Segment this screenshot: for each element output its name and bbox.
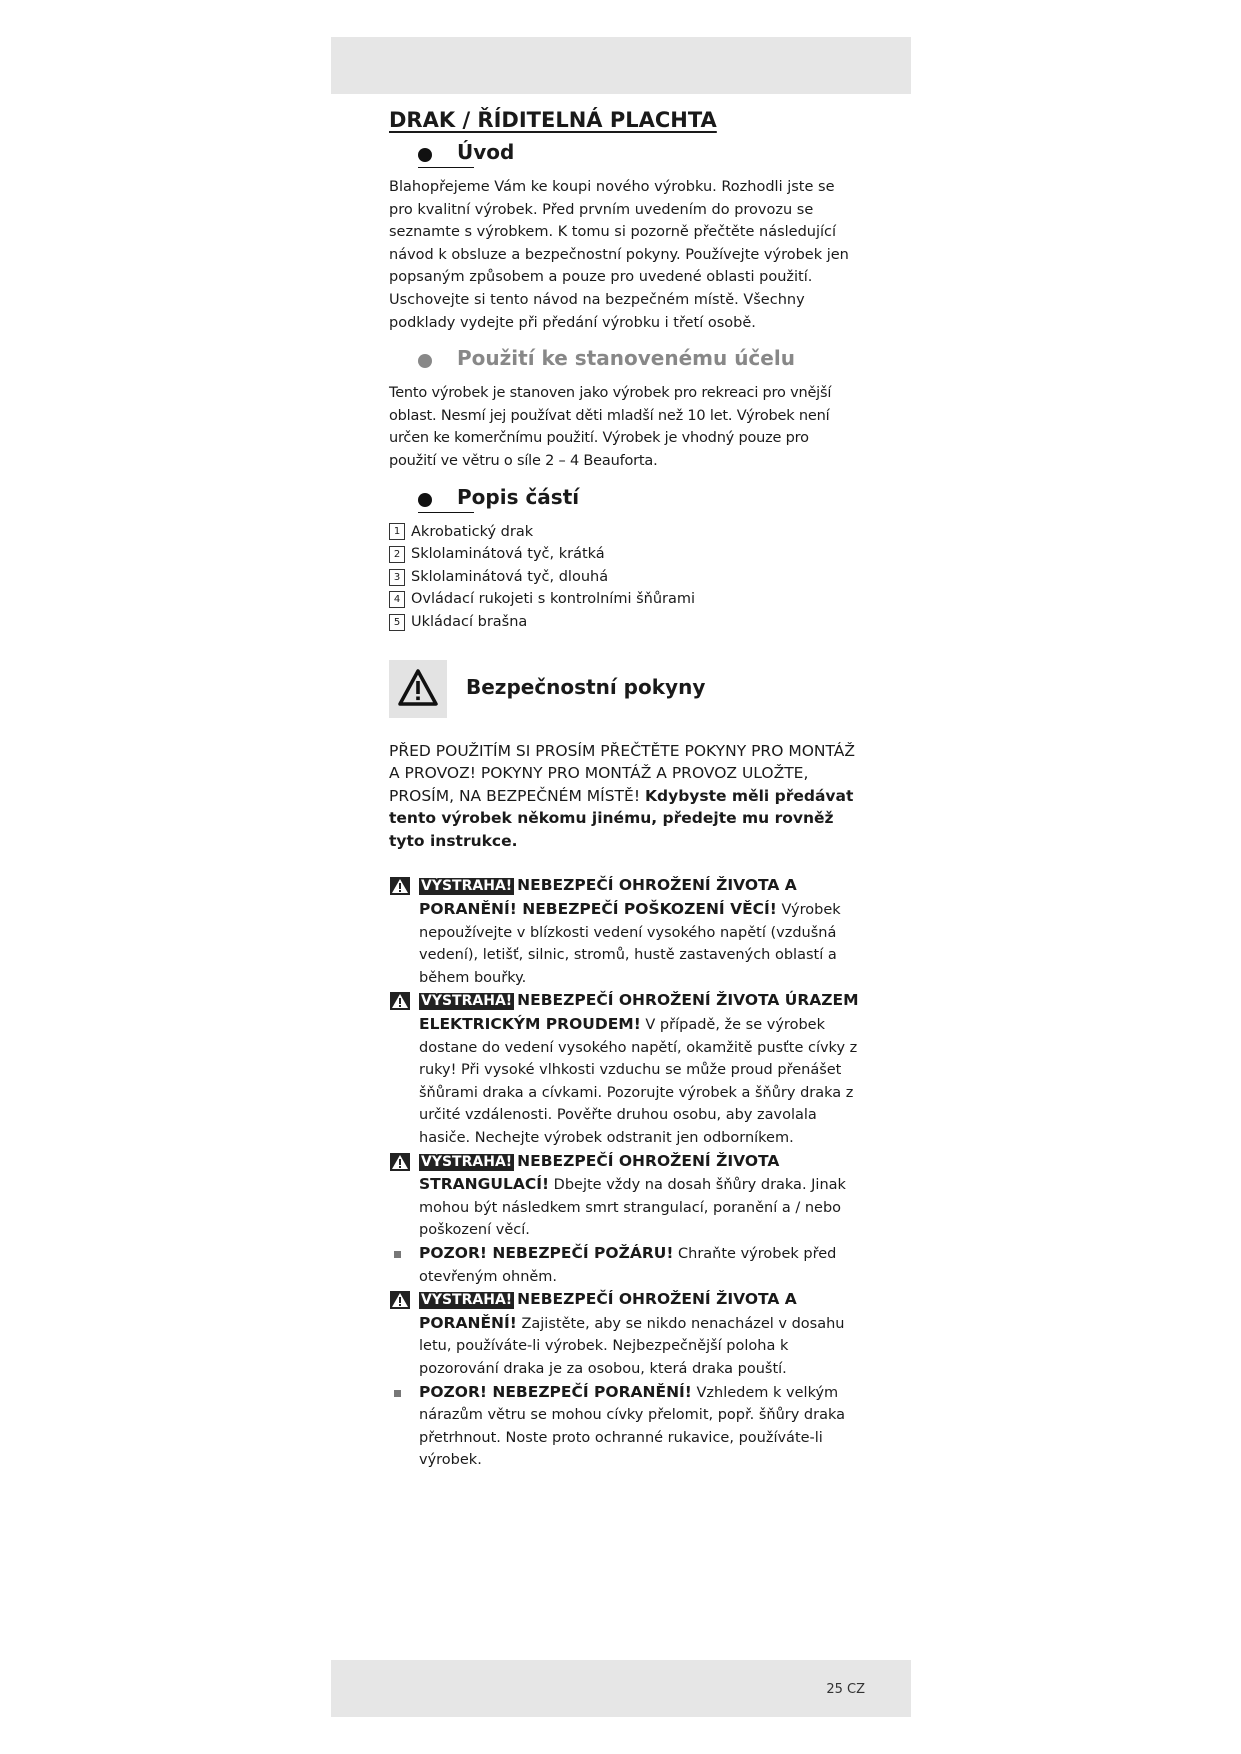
heading-underline — [418, 512, 474, 513]
list-item — [389, 989, 859, 1149]
section-heading-intended-use — [389, 344, 859, 378]
warning-text: Chraňte výrobek před otevřeným ohněm. — [419, 1245, 837, 1285]
safety-title: Bezpečnostní pokyny — [466, 674, 706, 699]
warning-bold: POZOR! NEBEZPEČÍ POŽÁRU! — [419, 1243, 674, 1262]
square-bullet-icon — [394, 1390, 401, 1397]
warning-list — [389, 874, 859, 1471]
list-item — [389, 543, 859, 566]
part-label: Sklolaminátová tyč, krátká — [411, 546, 605, 563]
list-item — [389, 566, 859, 589]
safety-bold-text: Kdybyste měli předávat tento výrobek někomu jinému, předejte mu rovněž tyto instrukce. — [389, 786, 854, 850]
warning-bold: NEBEZPEČÍ OHROŽENÍ ŽIVOTA ÚRAZEM ELEKTRICKÝM PROUDEM! — [419, 991, 859, 1034]
footer-band — [331, 1660, 911, 1717]
part-label: Akrobatický drak — [411, 523, 534, 540]
safety-heading — [389, 660, 859, 720]
page-number: 25 CZ — [826, 1682, 865, 1697]
warning-bold: NEBEZPEČÍ OHROŽENÍ ŽIVOTA A PORANĚNÍ! — [419, 1290, 797, 1332]
bullet-dot-icon — [418, 493, 432, 507]
list-item — [389, 1381, 859, 1472]
warning-text: Dbejte vždy na dosah šňůry draka. Jinak mohou být následkem smrt strangulací, poranění a / nebo poškození věcí. — [419, 1177, 846, 1239]
list-item — [389, 1150, 859, 1242]
warning-triangle-icon — [390, 1291, 410, 1309]
warning-badge: VÝSTRAHA! — [421, 878, 513, 895]
section-title-intro: Úvod — [457, 140, 515, 164]
bullet-dot-icon — [418, 354, 432, 368]
warning-triangle-icon — [389, 660, 447, 718]
part-label: Ovládací rukojeti s kontrolními šňůrami — [411, 591, 696, 608]
warning-text: Vzhledem k velkým nárazům větru se mohou cívky přelomit, popř. šňůry draka přetrhnout. Noste proto ochranné rukavice, používáte-li výrobek. — [419, 1384, 846, 1469]
part-number: 3 — [389, 569, 405, 586]
warning-bold: POZOR! NEBEZPEČÍ PORANĚNÍ! — [419, 1382, 692, 1401]
warning-triangle-icon — [390, 992, 410, 1010]
section-title-intended-use: Použití ke stanovenému účelu — [457, 346, 795, 371]
safety-caps-text: PŘED POUŽITÍM SI PROSÍM PŘEČTĚTE POKYNY PRO MONTÁŽ A PROVOZ! POKYNY PRO MONTÁŽ A PROVOZ ULOŽTE, PROSÍM, NA BEZPEČNÉM MÍSTĚ! — [389, 741, 855, 805]
list-item — [389, 588, 859, 611]
part-label: Sklolaminátová tyč, dlouhá — [411, 568, 609, 585]
list-item — [389, 1242, 859, 1288]
parts-list — [389, 521, 859, 634]
section-heading-parts — [389, 483, 859, 517]
list-item — [389, 521, 859, 544]
header-band — [331, 37, 911, 94]
list-item — [389, 1288, 859, 1380]
warning-text: Výrobek nepoužívejte v blízkosti vedení vysokého napětí (vzdušná vedení), letišť, silnic, stromů, hustě zastavených oblastí a během bouřky. — [419, 902, 841, 986]
warning-bold: NEBEZPEČÍ OHROŽENÍ ŽIVOTA A PORANĚNÍ! NEBEZPEČÍ POŠKOZENÍ VĚCÍ! — [419, 876, 797, 919]
section-heading-intro — [389, 138, 859, 172]
part-number: 1 — [389, 523, 405, 540]
part-number: 5 — [389, 614, 405, 631]
warning-text: Zajistěte, aby se nikdo nenacházel v dosahu letu, používáte-li výrobek. Nejbezpečnější poloha k pozorování draka je za osobou, která draka pouští. — [419, 1315, 845, 1377]
page-content — [389, 108, 859, 1472]
warning-triangle-icon — [390, 1153, 410, 1171]
warning-badge: VÝSTRAHA! — [421, 993, 513, 1010]
safety-intro-paragraph — [389, 740, 859, 853]
list-item — [389, 611, 859, 634]
heading-underline — [418, 167, 474, 168]
intro-paragraph: Blahopřejeme Vám ke koupi nového výrobku. Rozhodli jste se pro kvalitní výrobek. Před prvním uvedením do provozu se seznamte s výrobkem. K tomu si pozorně přečtěte následující návod k obsluze a bezpečnostní pokyny. Používejte výrobek jen popsaným způsobem a pouze pro uvedené oblasti použití. Uschovejte si tento návod na bezpečném místě. Všechny podklady vydejte při předání výrobku i třetí osobě. — [389, 179, 849, 331]
warning-badge: VÝSTRAHA! — [421, 1153, 513, 1170]
warning-triangle-icon — [390, 877, 410, 895]
bullet-dot-icon — [418, 148, 432, 162]
warning-bold: NEBEZPEČÍ OHROŽENÍ ŽIVOTA STRANGULACÍ! — [419, 1151, 780, 1194]
square-bullet-icon — [394, 1251, 401, 1258]
part-number: 4 — [389, 591, 405, 608]
page-title: DRAK / ŘÍDITELNÁ PLACHTA — [389, 108, 717, 132]
list-item — [389, 874, 859, 989]
section-title-parts: Popis částí — [457, 484, 580, 509]
warning-text: V případě, že se výrobek dostane do vedení vysokého napětí, okamžitě pusťte cívky z ruky! Při vysoké vlhkosti vzduchu se může proud přenášet šňůrami draka a cívkami. Pozorujte výrobek a šňůry draka z určité vzdálenosti. Pověřte druhou osobu, aby zavolala hasiče. Nechejte výrobek odstranit jen odborníkem. — [419, 1017, 858, 1146]
intended-use-paragraph: Tento výrobek je stanoven jako výrobek pro rekreaci pro vnější oblast. Nesmí jej používat děti mladší než 10 let. Výrobek není určen ke komerčnímu použití. Výrobek je vhodný pouze pro použití ve větru o síle 2 – 4 Beauforta. — [389, 385, 832, 469]
part-label: Ukládací brašna — [411, 613, 528, 630]
part-number: 2 — [389, 546, 405, 563]
warning-badge: VÝSTRAHA! — [421, 1292, 513, 1309]
